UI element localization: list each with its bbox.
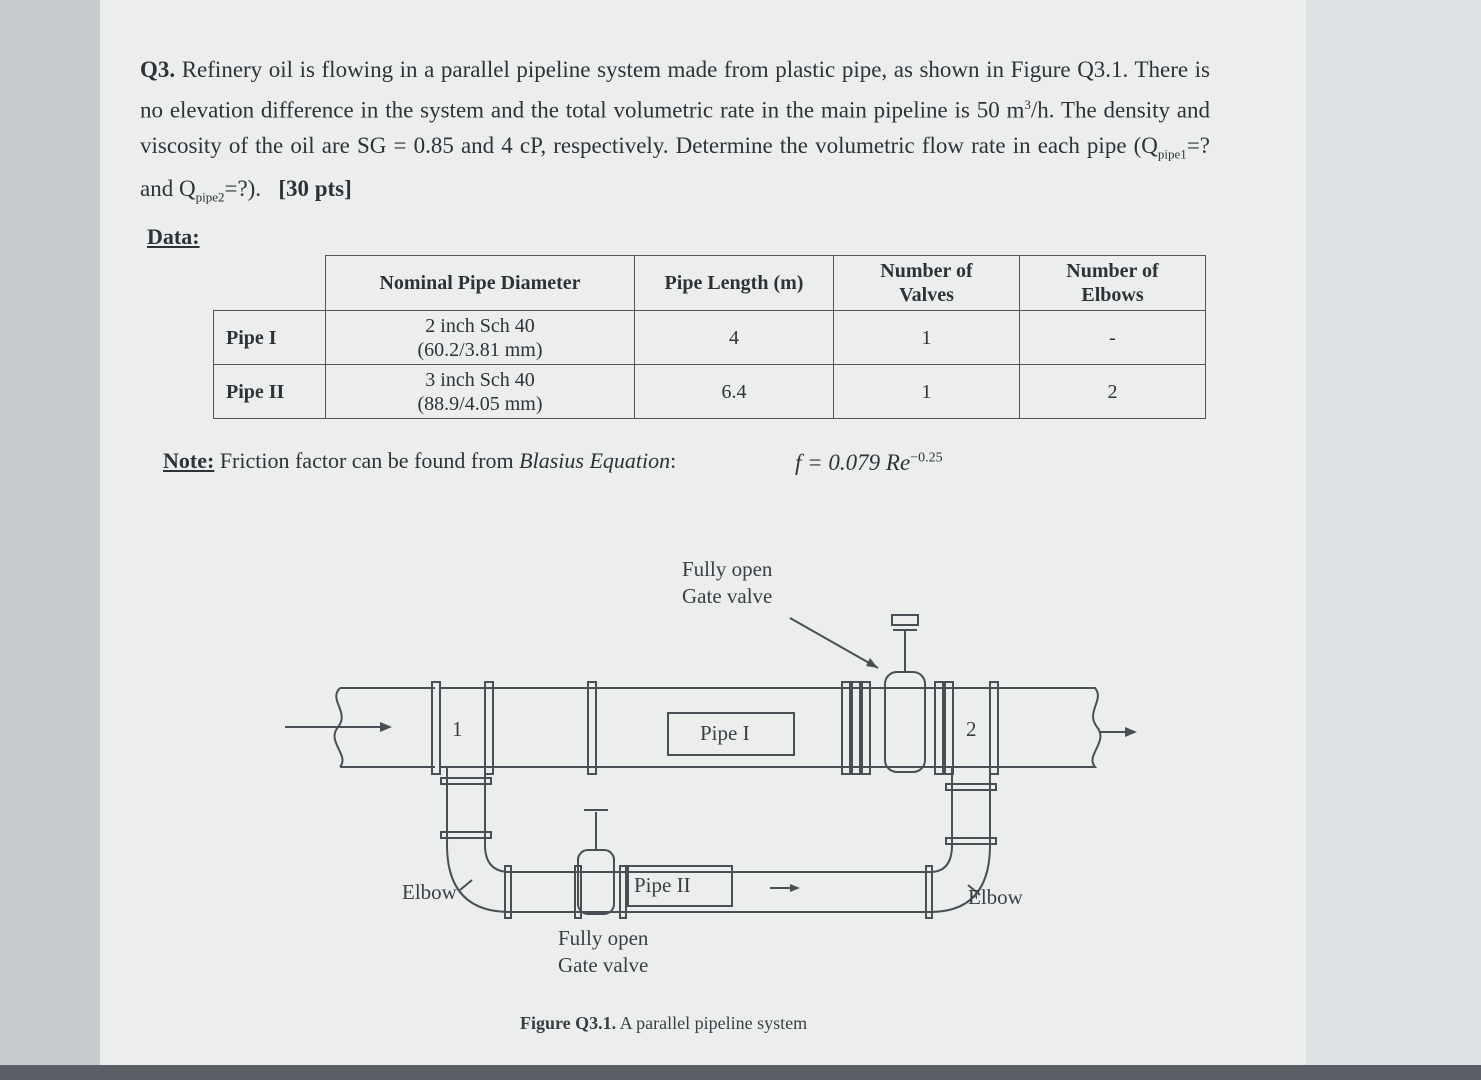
outlet-pipe bbox=[1050, 688, 1100, 767]
flange bbox=[946, 838, 996, 844]
valve-handwheel-icon bbox=[892, 615, 918, 625]
monitor-bezel-left bbox=[0, 0, 100, 1080]
flange bbox=[862, 682, 870, 774]
flange bbox=[946, 784, 996, 790]
caption-text: A parallel pipeline system bbox=[616, 1013, 808, 1033]
flange bbox=[505, 866, 511, 918]
cell-diameter-line2: (88.9/4.05 mm) bbox=[417, 392, 543, 415]
outlet-arrow-icon bbox=[1125, 727, 1137, 737]
top-valve-label-line2: Gate valve bbox=[682, 584, 773, 608]
figure-caption bbox=[520, 1013, 807, 1034]
cell-diameter-line1: 3 inch Sch 40 bbox=[425, 368, 535, 391]
flange bbox=[945, 682, 953, 774]
bottom-valve-label-line1: Fully open bbox=[558, 926, 649, 950]
node-2-label: 2 bbox=[966, 717, 977, 741]
gate-valve-body bbox=[578, 850, 614, 914]
header-elbows: Number of Elbows bbox=[1020, 256, 1206, 311]
flange bbox=[588, 682, 596, 774]
monitor-bezel-right bbox=[1306, 0, 1481, 1080]
node-1-label: 1 bbox=[452, 717, 463, 741]
note-label: Note: bbox=[163, 448, 215, 473]
note-colon: : bbox=[670, 448, 677, 473]
formula-exponent: −0.25 bbox=[910, 450, 943, 466]
top-valve-label bbox=[682, 556, 772, 610]
cell-length: 6.4 bbox=[635, 365, 834, 419]
question-part-1: Refinery oil is flowing in a parallel pipeline system made from plastic pipe, as shown in Figure Q3.1. There is no elevation difference in the system and the total volumetric rate in the main pipeline is 50 m bbox=[140, 57, 1210, 123]
flange bbox=[990, 682, 998, 774]
flange bbox=[926, 866, 932, 918]
formula-body: f = 0.079 Re bbox=[795, 450, 911, 475]
flange bbox=[441, 778, 491, 784]
subscript-pipe1: pipe1 bbox=[1157, 146, 1187, 162]
flange bbox=[441, 832, 491, 838]
cell-elbows: 2 bbox=[1020, 365, 1206, 419]
row-label: Pipe I bbox=[214, 311, 326, 365]
flow-arrow-icon bbox=[790, 884, 800, 892]
elbow-right-label: Elbow bbox=[968, 885, 1023, 909]
flange bbox=[852, 682, 860, 774]
cell-length: 4 bbox=[635, 311, 834, 365]
left-elbow-inner bbox=[485, 845, 510, 872]
right-elbow-inner bbox=[930, 845, 952, 872]
pipe1-label: Pipe I bbox=[700, 721, 750, 745]
annotation-arrow-icon bbox=[866, 658, 878, 668]
header-length: Pipe Length (m) bbox=[635, 256, 834, 311]
document-page bbox=[100, 0, 1306, 1065]
annotation-leader bbox=[790, 618, 878, 668]
bottom-valve-label bbox=[558, 925, 648, 979]
bottom-valve-label-line2: Gate valve bbox=[558, 953, 649, 977]
elbow-left-label: Elbow bbox=[402, 880, 457, 904]
flange bbox=[432, 682, 440, 774]
question-number: Q3. bbox=[140, 57, 176, 82]
question-points: [30 pts] bbox=[278, 176, 352, 202]
pipe2-label: Pipe II bbox=[634, 873, 691, 897]
note-body: Friction factor can be found from bbox=[214, 448, 520, 473]
question-part-4: =?). bbox=[224, 176, 262, 202]
cell-diameter-line1: 2 inch Sch 40 bbox=[425, 314, 535, 337]
inlet-arrow-icon bbox=[380, 722, 392, 732]
cell-valves: 1 bbox=[834, 365, 1020, 419]
monitor-bottom-bezel bbox=[0, 1065, 1481, 1080]
subscript-pipe2: pipe2 bbox=[195, 189, 225, 205]
superscript-3: 3 bbox=[1024, 97, 1031, 112]
cell-elbows: - bbox=[1020, 311, 1206, 365]
header-diameter: Nominal Pipe Diameter bbox=[326, 256, 635, 311]
caption-number: Figure Q3.1. bbox=[520, 1013, 617, 1033]
question-part-3: =? and Q bbox=[140, 132, 1210, 202]
cell-diameter-line2: (60.2/3.81 mm) bbox=[417, 338, 543, 361]
header-valves: Number of Valves bbox=[834, 256, 1020, 311]
top-valve-label-line1: Fully open bbox=[682, 557, 773, 581]
flange bbox=[842, 682, 850, 774]
elbow-leader bbox=[460, 880, 472, 890]
question-part-2: /h. The density and viscosity of the oil are SG = 0.85 and 4 cP, respectively. Determine the volumetric flow rate in each pipe (Q bbox=[140, 97, 1210, 158]
pipeline-diagram bbox=[100, 0, 1306, 1065]
flange bbox=[485, 682, 493, 774]
cell-valves: 1 bbox=[834, 311, 1020, 365]
equation-name: Blasius Equation bbox=[519, 448, 671, 473]
row-label: Pipe II bbox=[214, 365, 326, 419]
data-heading: Data: bbox=[147, 224, 200, 249]
flange bbox=[620, 866, 626, 918]
flange bbox=[935, 682, 943, 774]
